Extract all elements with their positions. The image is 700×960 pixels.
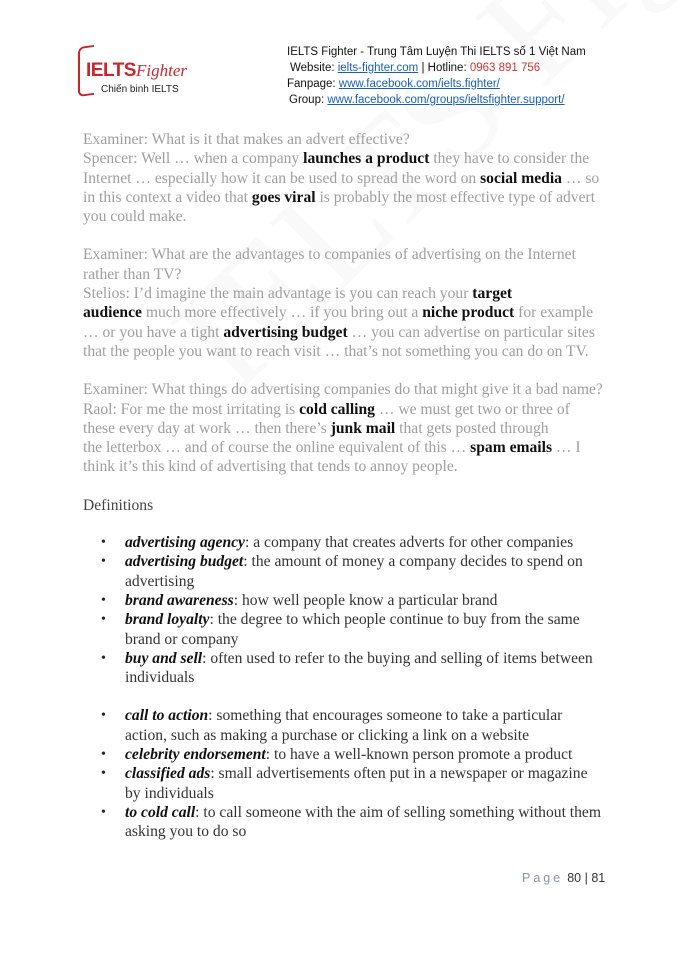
- definition-line: [125, 552, 623, 571]
- text-segment: Examiner: What is it that makes an advert effective?: [83, 131, 410, 148]
- dialogue-paragraph: [83, 130, 623, 226]
- definition-term: celebrity endorsement: [125, 746, 266, 764]
- text-segment: the letterbox … and of course the online equivalent of this …: [83, 439, 471, 457]
- key-phrase: audience: [83, 304, 142, 322]
- text-segment: Spencer: Well … when a company: [83, 150, 304, 168]
- text-segment: is probably the most effective type of advert: [315, 188, 596, 206]
- text-line: [83, 438, 623, 457]
- page-label: Page: [522, 871, 564, 885]
- definition-line: [125, 803, 623, 822]
- definition-text: individuals: [125, 669, 195, 687]
- key-phrase: spam emails: [470, 439, 553, 457]
- text-line: [83, 303, 623, 322]
- definition-item: [83, 764, 623, 803]
- definition-line: [125, 764, 623, 783]
- total-pages: 81: [591, 871, 606, 885]
- bullet-icon: •: [101, 592, 106, 608]
- text-line: [83, 419, 623, 438]
- text-segment: in this context a video that: [83, 188, 252, 206]
- text-segment: … we must get two or three of: [374, 400, 570, 418]
- text-line: [83, 265, 623, 284]
- key-phrase: social media: [480, 169, 562, 187]
- bullet-icon: •: [101, 554, 106, 570]
- text-segment: Internet … especially how it can be used to spread the word on: [83, 169, 481, 187]
- dialogue-paragraph: [83, 245, 623, 361]
- logo-tagline: Chiến binh IELTS: [101, 84, 179, 95]
- bullet-icon: •: [101, 535, 106, 551]
- group-link[interactable]: www.facebook.com/groups/ieltsfighter.support/: [327, 94, 565, 106]
- definition-text: brand or company: [125, 630, 239, 648]
- website-link[interactable]: ielts-fighter.com: [337, 62, 419, 74]
- bullet-icon: •: [101, 747, 106, 763]
- website-label: Website:: [290, 62, 338, 74]
- definition-item: [83, 706, 623, 745]
- dialogue-paragraph: [83, 380, 623, 476]
- text-segment: Examiner: What things do advertising companies do that might give it a bad name?: [83, 381, 603, 399]
- text-line: [83, 245, 623, 264]
- text-segment: you could make.: [83, 208, 187, 226]
- definition-item: [83, 803, 623, 842]
- text-segment: Raol: For me the most irritating is: [83, 400, 300, 418]
- definition-term: to cold call: [125, 803, 196, 821]
- text-line: [83, 130, 623, 149]
- definition-text: : small advertisements often put in a newspaper or magazine: [210, 765, 588, 783]
- definition-item: [83, 745, 623, 764]
- logo-brand: IELTS: [86, 60, 136, 81]
- group-label: Group:: [289, 94, 328, 106]
- definition-line: [125, 533, 623, 552]
- group-row: [287, 92, 586, 108]
- bullet-icon: •: [101, 804, 106, 820]
- key-phrase: target: [472, 285, 513, 303]
- definition-item: [83, 649, 623, 688]
- key-phrase: goes viral: [251, 188, 316, 206]
- text-segment: … or you have a tight: [83, 323, 224, 341]
- header-title: IELTS Fighter - Trung Tâm Luyện Thi IELTS số 1 Việt Nam: [287, 46, 586, 58]
- text-segment: … you can advertise on particular sites: [347, 323, 595, 341]
- definition-term: advertising budget: [125, 553, 244, 571]
- definition-text: : the degree to which people continue to buy from the same: [209, 611, 580, 629]
- text-segment: these every day at work … then there’s: [83, 419, 331, 437]
- text-segment: for example: [514, 304, 594, 322]
- text-segment: rather than TV?: [83, 265, 182, 283]
- text-line: [83, 342, 623, 361]
- text-segment: … so: [561, 169, 600, 187]
- bullet-icon: •: [101, 612, 106, 628]
- key-phrase: junk mail: [330, 419, 396, 437]
- definition-text: : how well people know a particular brand: [233, 591, 498, 609]
- definition-item: [83, 533, 623, 552]
- text-line: [83, 149, 623, 168]
- page-number: 80: [567, 871, 582, 885]
- definition-line: [125, 784, 623, 803]
- hotline-label: Hotline:: [427, 62, 470, 74]
- definition-text: advertising: [125, 572, 195, 590]
- definition-item: [83, 591, 623, 610]
- definition-line: [125, 591, 623, 610]
- text-line: [83, 380, 623, 399]
- text-segment: they have to consider the: [429, 150, 590, 168]
- definition-term: classified ads: [125, 765, 211, 783]
- definition-term: advertising agency: [125, 534, 245, 552]
- definition-term: buy and sell: [125, 649, 203, 667]
- fanpage-row: [287, 76, 586, 92]
- hotline-number: 0963 891 756: [469, 62, 541, 74]
- definition-text: : to have a well-known person promote a product: [265, 746, 573, 764]
- definition-term: call to action: [125, 707, 209, 725]
- fanpage-label: Fanpage:: [287, 78, 339, 90]
- website-row: [287, 60, 586, 76]
- text-line: [83, 400, 623, 419]
- logo-brand-script: Fighter: [136, 61, 187, 80]
- definition-line: [125, 630, 623, 649]
- text-line: [83, 457, 623, 476]
- definition-text: : a company that creates adverts for other companies: [244, 534, 574, 552]
- definition-line: [125, 572, 623, 591]
- definition-item: [83, 610, 623, 649]
- key-phrase: advertising budget: [223, 323, 348, 341]
- text-line: [83, 169, 623, 188]
- definition-text: asking you to do so: [125, 823, 247, 841]
- definition-text: : something that encourages someone to take a particular: [208, 707, 563, 725]
- page-separator: |: [581, 871, 592, 885]
- text-line: [83, 284, 623, 303]
- separator: |: [418, 62, 428, 74]
- definition-line: [125, 745, 623, 764]
- text-segment: that gets posted through: [395, 419, 549, 437]
- text-line: [83, 207, 623, 226]
- definition-term: brand awareness: [125, 591, 234, 609]
- definition-item: [83, 552, 623, 591]
- text-line: [83, 323, 623, 342]
- text-segment: think it’s this kind of advertising that tends to annoy people.: [83, 458, 458, 476]
- text-segment: much more effectively … if you bring out a: [141, 304, 423, 322]
- bullet-icon: •: [101, 708, 106, 724]
- key-phrase: cold calling: [299, 400, 375, 418]
- bullet-icon: •: [101, 766, 106, 782]
- page-footer: [522, 871, 605, 885]
- definition-line: [125, 726, 623, 745]
- definition-text: : the amount of money a company decides to spend on: [243, 553, 583, 571]
- text-segment: that the people you want to reach visit … that’s not something you can do on TV.: [83, 342, 589, 360]
- ielts-fighter-logo: [78, 44, 208, 96]
- bullet-icon: •: [101, 650, 106, 666]
- fanpage-link[interactable]: www.facebook.com/ielts.fighter/: [338, 78, 500, 90]
- definition-text: by individuals: [125, 784, 214, 802]
- definition-line: [125, 610, 623, 629]
- definition-line: [125, 668, 623, 687]
- definition-term: brand loyalty: [125, 611, 210, 629]
- definition-text: : often used to refer to the buying and selling of items between: [202, 649, 593, 667]
- text-line: [83, 188, 623, 207]
- definition-text: action, such as making a purchase or clicking a link on a website: [125, 726, 530, 744]
- key-phrase: launches a product: [303, 150, 430, 168]
- definitions-list: [83, 533, 623, 841]
- document-content: [83, 130, 623, 842]
- text-segment: Stelios: I’d imagine the main advantage is you can reach your: [83, 285, 473, 303]
- header-contact-info: [287, 44, 586, 108]
- key-phrase: niche product: [422, 304, 515, 322]
- text-segment: Examiner: What are the advantages to companies of advertising on the Internet: [83, 246, 576, 264]
- text-segment: … I: [552, 439, 581, 457]
- definition-line: [125, 649, 623, 668]
- dialogues: [83, 130, 623, 477]
- definition-line: [125, 706, 623, 725]
- definition-line: [125, 822, 623, 841]
- definition-text: : to call someone with the aim of selling something without them: [195, 803, 601, 821]
- definitions-title: Definitions: [83, 496, 154, 514]
